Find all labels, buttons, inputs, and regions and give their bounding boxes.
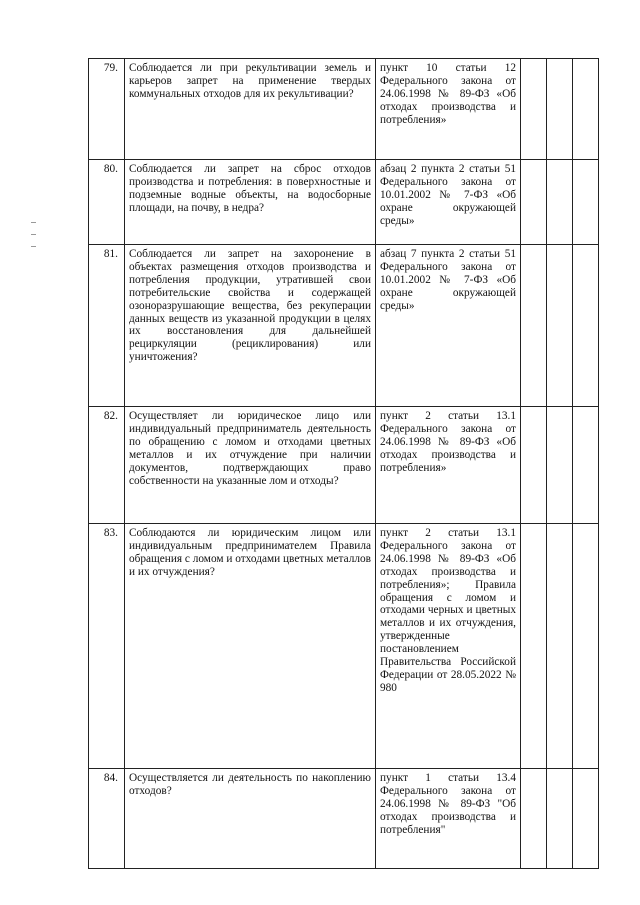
answer-yes-cell[interactable] — [521, 59, 547, 160]
question-cell: Осуществляет ли юридическое лицо или индивидуальный предприниматель деятельность по обращению с ломом и отходами цветных металлов и их отчуждение при наличии документов, подтверждающих право собственности на указанные лом и отходы? — [125, 407, 376, 524]
question-cell: Соблюдается ли запрет на сброс отходов производства и потребления: в поверхностные и подземные водные объекты, на водосборные площади, на почву, в недра? — [125, 160, 376, 245]
question-cell: Осуществляется ли деятельность по накоплению отходов? — [125, 769, 376, 869]
law-reference-cell: абзац 2 пункта 2 статьи 51 Федерального закона от 10.01.2002 № 7-ФЗ «Об охране окружающей среды» — [376, 160, 521, 245]
law-reference-cell: абзац 7 пункта 2 статьи 51 Федерального закона от 10.01.2002 № 7-ФЗ «Об охране окружающей среды» — [376, 245, 521, 407]
table-row — [89, 59, 599, 160]
row-number: 84. — [89, 769, 125, 869]
answer-no-cell[interactable] — [547, 524, 573, 769]
checklist-table — [88, 58, 599, 869]
answer-yes-cell[interactable] — [521, 407, 547, 524]
answer-na-cell[interactable] — [573, 160, 599, 245]
question-cell: Соблюдается ли при рекультивации земель и карьеров запрет на применение твердых коммунальных отходов для их рекультивации? — [125, 59, 376, 160]
answer-na-cell[interactable] — [573, 407, 599, 524]
answer-na-cell[interactable] — [573, 245, 599, 407]
answer-yes-cell[interactable] — [521, 160, 547, 245]
answer-no-cell[interactable] — [547, 407, 573, 524]
answer-yes-cell[interactable] — [521, 245, 547, 407]
answer-na-cell[interactable] — [573, 769, 599, 869]
law-reference-cell: пункт 2 статьи 13.1 Федерального закона от 24.06.1998 № 89-ФЗ «Об отходах производства и потребления» — [376, 407, 521, 524]
answer-no-cell[interactable] — [547, 769, 573, 869]
question-cell: Соблюдается ли запрет на захоронение в объектах размещения отходов производства и потребления продукции, утратившей свои потребительские свойства и содержащей озоноразрушающие вещества, без рекуперации данных веществ из указанной продукции в целях их восстановления для дальнейшей рециркуляции (рециклирования) или уничтожения? — [125, 245, 376, 407]
answer-yes-cell[interactable] — [521, 524, 547, 769]
table-row — [89, 160, 599, 245]
row-number: 81. — [89, 245, 125, 407]
row-number: 83. — [89, 524, 125, 769]
margin-mark — [31, 234, 36, 237]
margin-mark — [31, 222, 36, 225]
row-number: 79. — [89, 59, 125, 160]
table-row — [89, 769, 599, 869]
law-reference-cell: пункт 1 статьи 13.4 Федерального закона от 24.06.1998 № 89-ФЗ "Об отходах производства и потребления" — [376, 769, 521, 869]
answer-na-cell[interactable] — [573, 524, 599, 769]
table-row — [89, 407, 599, 524]
margin-mark — [31, 246, 36, 249]
row-number: 80. — [89, 160, 125, 245]
answer-no-cell[interactable] — [547, 160, 573, 245]
answer-na-cell[interactable] — [573, 59, 599, 160]
answer-yes-cell[interactable] — [521, 769, 547, 869]
law-reference-cell: пункт 2 статьи 13.1 Федерального закона от 24.06.1998 № 89-ФЗ «Об отходах производства и потребления»; Правила обращения с ломом и отходами черных и цветных металлов и их отчуждения, утвержденные постановлением Правительства Российской Федерации от 28.05.2022 № 980 — [376, 524, 521, 769]
table-row — [89, 524, 599, 769]
law-reference-cell: пункт 10 статьи 12 Федерального закона от 24.06.1998 № 89-ФЗ «Об отходах производства и потребления» — [376, 59, 521, 160]
question-cell: Соблюдаются ли юридическим лицом или индивидуальным предпринимателем Правила обращения с ломом и отходами цветных металлов и их отчуждения? — [125, 524, 376, 769]
answer-no-cell[interactable] — [547, 245, 573, 407]
answer-no-cell[interactable] — [547, 59, 573, 160]
table-row — [89, 245, 599, 407]
row-number: 82. — [89, 407, 125, 524]
